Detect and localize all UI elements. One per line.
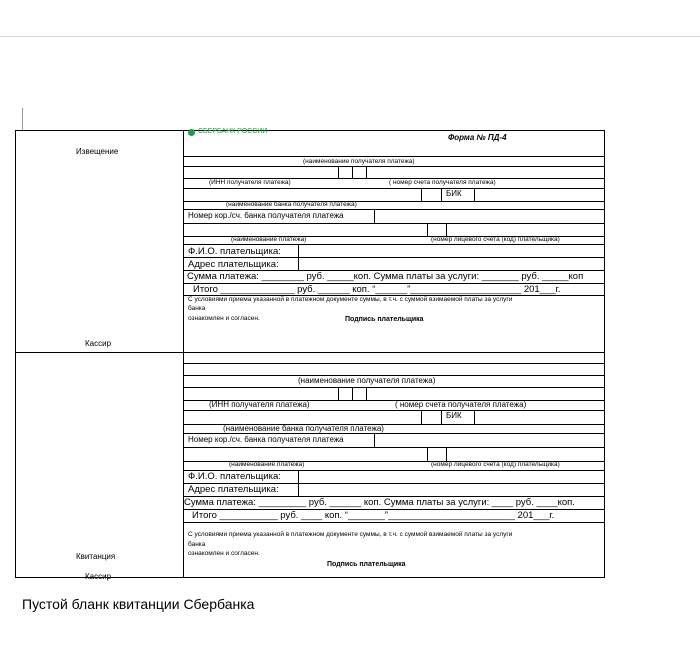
receipt-terms-line1: С условиями приема указанной в платежном документе суммы, в т.ч. с суммой взимаемой платы за услуги xyxy=(188,531,513,538)
notice-title: Извещение xyxy=(76,147,119,156)
notice-account-label: ( номер счета получателя платежа) xyxy=(389,179,496,186)
notice-bank-name-label: (наименование банка получателя платежа) xyxy=(226,201,357,208)
bank-logo: СБЕРБАНК РОССИИ xyxy=(188,131,267,139)
receipt-signature-label: Подпись плательщика xyxy=(327,561,406,568)
notice-cashier: Кассир xyxy=(85,339,112,348)
receipt-payer-name-label: Ф.И.О. плательщика: xyxy=(188,471,281,482)
receipt-corr-account-label: Номер кор./сч. банка получателя платежа xyxy=(188,435,344,444)
text-cursor xyxy=(22,108,23,130)
receipt-terms-line2: банка xyxy=(188,541,206,548)
notice-payment-name-label: (наименование платежа) xyxy=(231,236,307,243)
left-column xyxy=(16,131,184,581)
receipt-recipient-name-label: (наименование получателя платежа) xyxy=(298,376,436,385)
notice-terms-line1: С условиями приема указанной в платежном документе суммы, в т.ч. с суммой взимаемой платы за услуги xyxy=(188,296,513,303)
receipt-payment-name-label: (наименование платежа) xyxy=(229,461,305,468)
notice-payer-name-label: Ф.И.О. плательщика: xyxy=(188,246,281,257)
left-column-split xyxy=(16,352,184,353)
receipt-bik-label: БИК xyxy=(446,411,462,420)
sberbank-logo-icon xyxy=(188,129,195,136)
notice-signature-label: Подпись плательщика xyxy=(345,316,424,323)
receipt-bank-name-label: (наименование банка получателя платежа) xyxy=(223,424,384,433)
receipt-personal-account-label: (номер лицевого счета (код) плательщика) xyxy=(431,461,560,468)
notice-recipient-name-label: (наименование получателя платежа) xyxy=(303,158,415,165)
receipt-account-label: ( номер счета получателя платежа) xyxy=(395,400,527,409)
notice-personal-account-label: (номер лицевого счета (код) плательщика) xyxy=(431,236,560,243)
notice-sum-line: Сумма платежа: ________ руб. _____коп. Сумма платы за услуги: _______ руб. _____коп xyxy=(187,271,584,282)
receipt-terms-line3: ознакомлен и согласен. xyxy=(188,550,260,557)
notice-corr-account-label: Номер кор./сч. банка получателя платежа xyxy=(188,211,344,220)
notice-terms-line3: ознакомлен и согласен. xyxy=(188,315,260,322)
notice-bik-label: БИК xyxy=(446,189,462,198)
receipt-total-line: Итого ___________ руб. ____ коп. “_______”________________________ 201___г. xyxy=(192,510,555,521)
receipt-sum-line: Сумма платежа: _________ руб. ______ коп. Сумма платы за услуги: ____ руб. ____коп. xyxy=(184,497,575,508)
form-number: Форма № ПД-4 xyxy=(448,133,507,142)
image-caption: Пустой бланк квитанции Сбербанка xyxy=(22,596,255,612)
notice-inn-label: (ИНН получателя платежа) xyxy=(209,179,291,186)
receipt-title: Квитанция xyxy=(76,552,116,561)
receipt-payer-address-label: Адрес плательщика: xyxy=(188,484,279,495)
notice-payer-address-label: Адрес плательщика: xyxy=(188,259,279,270)
receipt-cashier-cut: Кассир xyxy=(85,572,112,581)
notice-total-line: Итого ______________ руб. ______ коп. “______”_____________________ 201___г. xyxy=(193,284,561,295)
notice-terms-line2: банка xyxy=(188,305,206,312)
payment-form-pd4 xyxy=(15,128,605,581)
receipt-inn-label: (ИНН получателя платежа) xyxy=(209,400,310,409)
top-bar xyxy=(0,0,700,37)
